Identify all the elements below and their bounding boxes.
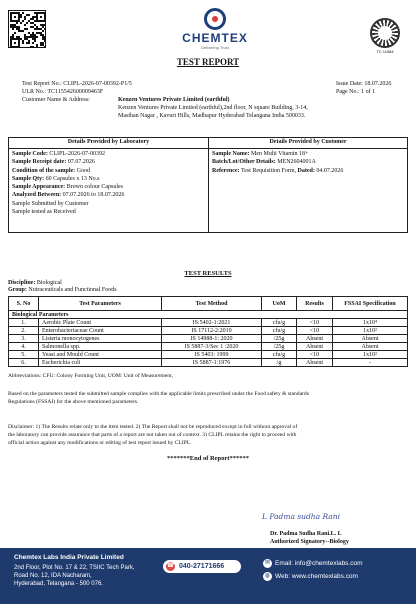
row-result: <10 xyxy=(297,319,333,327)
row-result: <10 xyxy=(297,327,333,335)
table-row xyxy=(9,351,408,359)
row-sno: 2. xyxy=(9,327,39,335)
logo-tagline: Delivering Trust xyxy=(201,45,229,50)
results-header-row xyxy=(9,297,408,311)
table-row xyxy=(9,343,408,351)
qr-code xyxy=(8,10,46,48)
row-sno: 6. xyxy=(9,359,39,367)
compliance-line2: Regulations (FSSAI) for the above mentioned parameters. xyxy=(8,399,139,405)
col-spec: FSSAI Specification xyxy=(333,297,408,311)
analyzed-between: Analyzed Between: 07.07.2026 to 18.07.2026 xyxy=(12,192,125,199)
logo-mark-icon xyxy=(204,8,226,30)
disclaimer-line3: official action against any modifications or editing of test report issued by CLIPL. xyxy=(8,440,192,446)
page-title: TEST REPORT xyxy=(176,57,240,67)
reference: Reference: Test Requisition Form, Dated: 04.07.2026 xyxy=(212,167,344,174)
results-table xyxy=(8,296,408,367)
row-spec: Absent xyxy=(333,343,408,351)
footer-address: 2nd Floor, Plot No. 17 & 22, TSIIC Tech Park, Road No. 12, IDA Nacharam, Hyderabad, Telangana - 500 076. xyxy=(14,565,135,587)
row-sno: 4. xyxy=(9,343,39,351)
row-method: IS 5887-3/Sec 1 :2020 xyxy=(162,343,262,351)
phone-icon: ☎ xyxy=(166,563,175,569)
sample-submitted: Sample Submitted by Customer xyxy=(12,200,89,207)
issue-date: Issue Date: 18.07.2026 xyxy=(336,81,392,87)
row-uom: cfu/g xyxy=(262,327,297,335)
end-of-report: *******End of Report****** xyxy=(167,455,249,462)
row-parameter: Aerobic Plate Count xyxy=(39,319,162,327)
row-spec: 1x10² xyxy=(333,351,408,359)
handwritten-signature: L Padma sudha Rani xyxy=(262,512,340,521)
sample-name: Sample Name: Men Multi Vitamin 18+ xyxy=(212,151,309,157)
group: Group: Nutraceuticals and Functional Foods xyxy=(8,287,117,293)
results-title: TEST RESULTS xyxy=(184,270,232,277)
discipline-group xyxy=(8,280,117,294)
row-uom: cfu/g xyxy=(262,319,297,327)
row-parameter: Salmonella spp. xyxy=(39,343,162,351)
signatory-title: Authorized Signatory--Biology xyxy=(270,539,349,545)
col-uom: UoM xyxy=(262,297,297,311)
row-method: IS 17112-2:2019 xyxy=(162,327,262,335)
accreditation-seal xyxy=(362,18,408,56)
footer-web[interactable]: ◍ Web: www.chemtexlabs.com xyxy=(264,573,358,581)
row-uom: /25g xyxy=(262,343,297,351)
row-method: IS 14988-1: 2020 xyxy=(162,335,262,343)
table-row xyxy=(9,359,408,367)
seal-code: TC 11584 xyxy=(376,49,394,54)
row-spec: 1x10⁴ xyxy=(333,319,408,327)
footer-company: Chemtex Labs India Private Limited xyxy=(14,554,124,561)
sample-receipt-date: Sample Receipt date: 07.07.2026 xyxy=(12,159,95,166)
discipline: Discipline: Biological xyxy=(8,280,62,286)
col-results: Results xyxy=(297,297,333,311)
col-sno: S. No xyxy=(9,297,39,311)
row-parameter: Enterobacteriaceae Count xyxy=(39,327,162,335)
ulr-number: ULR No.: TC115542600009463F xyxy=(22,89,104,95)
lab-details-cell xyxy=(9,149,209,233)
logo-name: CHEMTEX xyxy=(182,31,248,45)
email-icon: ✉ xyxy=(264,560,271,566)
signatory-name: Dr. Padma Sudha Rani.L. L xyxy=(270,531,342,537)
row-sno: 3. xyxy=(9,335,39,343)
row-uom: /25g xyxy=(262,335,297,343)
row-parameter: Listeria monocytogenes xyxy=(39,335,162,343)
table-row xyxy=(9,327,408,335)
sample-appearance: Sample Appearance: Brown colour Capsules xyxy=(12,184,123,191)
row-method: IS:5402-1:2021 xyxy=(162,319,262,327)
customer-details-cell xyxy=(209,149,408,233)
lab-details-header: Details Provided by Laboratory xyxy=(9,138,209,149)
row-method: IS 5403: 1999 xyxy=(162,351,262,359)
disclaimer-line1: Disclaimer: 1) The Results relate only to the item tested. 2) The Report shall not be reproduced except in full without approval of xyxy=(8,424,298,430)
row-uom: /g xyxy=(262,359,297,367)
row-sno: 5. xyxy=(9,351,39,359)
report-number: Test Report No.: CLIPL-2026-07-00392-P1/5 xyxy=(22,81,132,87)
row-spec: Absent xyxy=(333,335,408,343)
compliance-line1: Based on the parameters tested the submitted sample complies with the applicable limits prescribed under the Food safety & standards xyxy=(8,391,309,397)
row-parameter: Escherichia coli xyxy=(39,359,162,367)
page-number: Page No.: 1 of 1 xyxy=(336,89,376,95)
customer-name: Kenzen Ventures Private Limited (earthful) xyxy=(118,97,230,103)
row-uom: cfu/g xyxy=(262,351,297,359)
row-result: <10 xyxy=(297,351,333,359)
sample-qty: Sample Qty: 60 Capsules x 13 No.s xyxy=(12,175,100,182)
customer-details-header: Details Provided by Customer xyxy=(209,138,408,149)
customer-address-line2: Masthan Nagar , Kavuri Hills, Madhapur Hyderabad Telangana India 500033. xyxy=(118,113,306,119)
section-label: Biological Parameters xyxy=(9,311,408,319)
footer-email[interactable]: ✉ Email: info@chemtexlabs.com xyxy=(264,560,363,568)
sample-tested: Sample tested as Received xyxy=(12,209,76,216)
phone-pill[interactable] xyxy=(163,560,241,573)
row-result: Absent xyxy=(297,359,333,367)
details-table xyxy=(8,137,408,233)
disclaimer-line2: the laboratory can provide assurance that parts of a report are not taken out of context. 3) CLIPL retains the right to proceed with xyxy=(8,432,297,438)
chemtex-logo xyxy=(160,8,270,48)
row-method: IS 5887-1:1976 xyxy=(162,359,262,367)
table-row xyxy=(9,335,408,343)
row-spec: 1x10² xyxy=(333,327,408,335)
sample-condition: Condition of the sample: Good xyxy=(12,167,91,174)
section-row xyxy=(9,311,408,319)
row-sno: 1. xyxy=(9,319,39,327)
abbreviations: Abbreviations: CFU: Colony Forming Unit, UOM: Unit of Measurement, xyxy=(8,373,174,379)
row-result: Absent xyxy=(297,335,333,343)
customer-label: Customer Name & Address: xyxy=(22,97,90,103)
seal-icon xyxy=(370,18,400,48)
col-method: Test Method xyxy=(162,297,262,311)
row-result: Absent xyxy=(297,343,333,351)
phone-number: 040-27171666 xyxy=(179,563,225,570)
row-spec: - xyxy=(333,359,408,367)
col-parameters: Test Parameters xyxy=(39,297,162,311)
row-parameter: Yeast and Mould Count xyxy=(39,351,162,359)
customer-address-line1: Kenzen Ventures Private Limited (earthful),2nd floor, N square Building, 3-14, xyxy=(118,105,308,111)
sample-code: Sample Code: CLIPL-2026-07-00392 xyxy=(12,151,106,157)
globe-icon: ◍ xyxy=(264,573,271,579)
table-row xyxy=(9,319,408,327)
batch-details: Batch/Lot/Other Details: MEN2604001A xyxy=(212,159,316,166)
footer xyxy=(0,548,416,604)
